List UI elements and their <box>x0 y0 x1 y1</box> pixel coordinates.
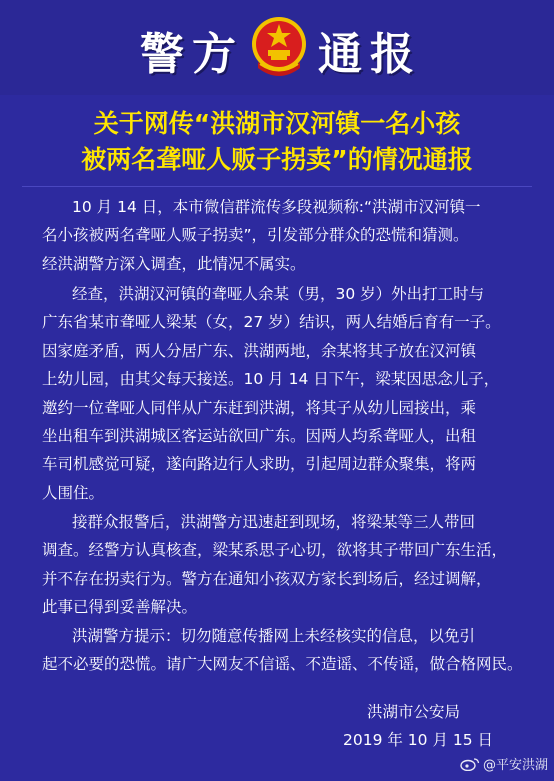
subtitle-line-1: 关于网传“洪湖市汉河镇一名小孩 <box>93 109 461 138</box>
paragraph-line: 车司机感觉可疑，遂向路边行人求助，引起周边群众聚集，将两 <box>42 455 477 474</box>
watermark <box>460 754 548 773</box>
paragraph-line: 人围住。 <box>42 483 105 502</box>
paragraph-3 <box>42 508 522 622</box>
paragraph-line: 上幼儿园，由其父每天接送。10 月 14 日下午，梁某因思念儿子， <box>42 370 500 389</box>
police-emblem-icon <box>248 14 310 80</box>
paragraph-1 <box>42 193 522 278</box>
paragraph-line: 广东省某市聋哑人梁某（女，27 岁）结识，两人结婚后育有一子。 <box>42 313 501 332</box>
paragraph-line: 坐出租车到洪湖城区客运站欲回广东。因两人均系聋哑人，出租 <box>42 427 477 446</box>
paragraph-line: 并不存在拐卖行为。警方在通知小孩双方家长到场后，经过调解， <box>42 569 492 588</box>
signature-org: 洪湖市公安局 <box>367 703 461 721</box>
paragraph-line: 经查，洪湖汉河镇的聋哑人余某（男，30 岁）外出打工时与 <box>72 285 485 303</box>
paragraph-2 <box>42 280 522 507</box>
title-right: 通报 <box>318 29 422 80</box>
paragraph-line: 起不必要的恐慌。请广大网友不信谣、不造谣、不传谣，做合格网民。 <box>42 655 523 674</box>
paragraph-line: 邀约一位聋哑人同伴从广东赶到洪湖，将其子从幼儿园接出，乘 <box>42 398 477 417</box>
title-left: 警方 <box>140 29 244 80</box>
subtitle-line-2: 被两名聋哑人贩子拐卖”的情况通报 <box>81 145 473 174</box>
paragraph-line: 经洪湖警方深入调查，此情况不属实。 <box>42 254 306 273</box>
divider <box>22 186 532 187</box>
watermark-text: @平安洪湖 <box>482 758 548 773</box>
paragraph-line: 名小孩被两名聋哑人贩子拐卖”，引发部分群众的恐慌和猜测。 <box>42 226 469 245</box>
weibo-icon <box>460 757 480 771</box>
header-banner <box>0 0 554 95</box>
paragraph-line: 10 月 14 日，本市微信群流传多段视频称:“洪湖市汉河镇一 <box>72 198 481 216</box>
paragraph-line: 调查。经警方认真核查，梁某系思子心切，欲将其子带回广东生活， <box>42 541 508 560</box>
paragraph-4 <box>42 622 522 679</box>
signature-date: 2019 年 10 月 15 日 <box>343 731 494 749</box>
paragraph-line: 因家庭矛盾，两人分居广东、洪湖两地，余某将其子放在汉河镇 <box>42 341 477 360</box>
paragraph-line: 洪湖警方提示：切勿随意传播网上未经核实的信息，以免引 <box>72 627 476 645</box>
paragraph-line: 接群众报警后，洪湖警方迅速赶到现场，将梁某等三人带回 <box>72 513 476 531</box>
paragraph-line: 此事已得到妥善解决。 <box>42 598 198 617</box>
